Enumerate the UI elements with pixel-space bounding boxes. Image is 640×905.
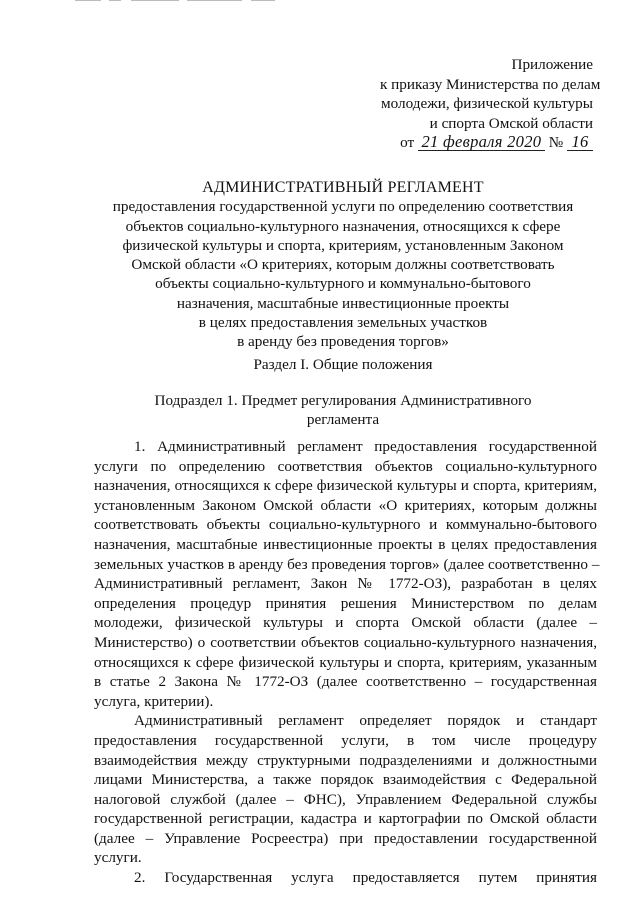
- appendix-block: [380, 55, 601, 153]
- appendix-line: молодежи, физической культуры: [381, 95, 593, 112]
- text-line: назначения, относящихся к сфере физической культуры и спорта, критериям,: [94, 477, 597, 495]
- regulation-title: АДМИНИСТРАТИВНЫЙ РЕГЛАМЕНТ: [202, 179, 484, 196]
- body-text: [94, 437, 600, 888]
- text-line: 2. Государственная услуга предоставляется путем принятия: [134, 869, 597, 887]
- title-line: объектов социально-культурного назначения, относящихся к сфере: [125, 217, 561, 235]
- scan-artifact: [75, 0, 285, 2]
- text-line: услуги по определению соответствия объектов социально-культурного: [94, 457, 597, 475]
- text-line: земельных участков в аренду без проведения торгов» (далее соответственно –: [94, 555, 600, 573]
- text-line: молодежи, физической культуры и спорта Омской области (далее –: [94, 614, 597, 632]
- title-line: в целях предоставления земельных участков: [198, 314, 488, 332]
- title-line: в аренду без проведения торгов»: [237, 333, 449, 351]
- title-line: назначения, масштабные инвестиционные проекты: [176, 294, 510, 312]
- order-date-line: [380, 133, 593, 153]
- text-line: назначения, масштабные инвестиционные проекты в целях предоставления: [94, 535, 597, 553]
- text-line: соответствовать объекты социально-культурного и коммунально-бытового: [94, 516, 597, 534]
- text-line: Административный регламент, Закон № 1772-ОЗ), разработан в целях: [94, 575, 597, 593]
- text-line: Административный регламент определяет порядок и стандарт: [134, 712, 597, 730]
- text-line: установленным Законом Омской области «О критериях, которым должны: [94, 496, 597, 514]
- text-line: предоставления государственной услуги, в том числе процедуру: [94, 731, 597, 749]
- title-line: предоставления государственной услуги по определению соответствия: [112, 198, 574, 216]
- title-line: объекты социально-культурного и коммунально-бытового: [155, 275, 531, 293]
- text-line: лицами Министерства, а также порядок взаимодействия с Федеральной: [94, 771, 597, 789]
- subsection-line: регламента: [306, 411, 380, 429]
- text-line: (далее – Управление Росреестра) при предоставлении государственной: [94, 829, 597, 847]
- document-title: [95, 178, 591, 352]
- subsection-line: Подраздел 1. Предмет регулирования Административного: [154, 392, 532, 409]
- paragraph-1: [94, 437, 600, 711]
- title-line: физической культуры и спорта, критериям, установленным Законом: [122, 236, 564, 254]
- subsection-heading: [95, 391, 591, 430]
- text-line: 1. Административный регламент предоставления государственной: [134, 438, 597, 455]
- text-line: относящихся к сфере физической культуры и спорта, критериям, указанным: [94, 653, 597, 671]
- paragraph-2: [94, 711, 597, 868]
- appendix-line: Приложение: [511, 56, 593, 73]
- date-prefix: от: [400, 134, 415, 151]
- text-line: налоговой службой (далее – ФНС), Управлением Федеральной службы: [94, 790, 597, 808]
- number-sign: №: [548, 134, 564, 151]
- appendix-line: к приказу Министерства по делам: [380, 75, 601, 93]
- text-line: Министерство) о соответствии объектов социально-культурного назначения,: [94, 633, 597, 651]
- text-line: государственной регистрации, кадастра и картографии по Омской области: [94, 810, 597, 828]
- text-line: в статье 2 Закона № 1772-ОЗ (далее соответственно – государственная: [94, 673, 597, 691]
- text-line: услуга, критерии).: [94, 692, 214, 710]
- text-line: определения процедур принятия решения Министерством по делам: [94, 594, 597, 612]
- section-heading: Раздел I. Общие положения: [253, 356, 433, 373]
- paragraph-3: [94, 868, 597, 888]
- appendix-line: и спорта Омской области: [429, 114, 593, 132]
- title-line: Омской области «О критериях, которым должны соответствовать: [131, 256, 555, 274]
- text-line: услуги.: [94, 849, 142, 867]
- handwritten-date: 21 февраля 2020: [418, 134, 545, 151]
- text-line: взаимодействия между структурными подразделениями и должностными: [94, 751, 597, 769]
- handwritten-number: 16: [567, 134, 593, 151]
